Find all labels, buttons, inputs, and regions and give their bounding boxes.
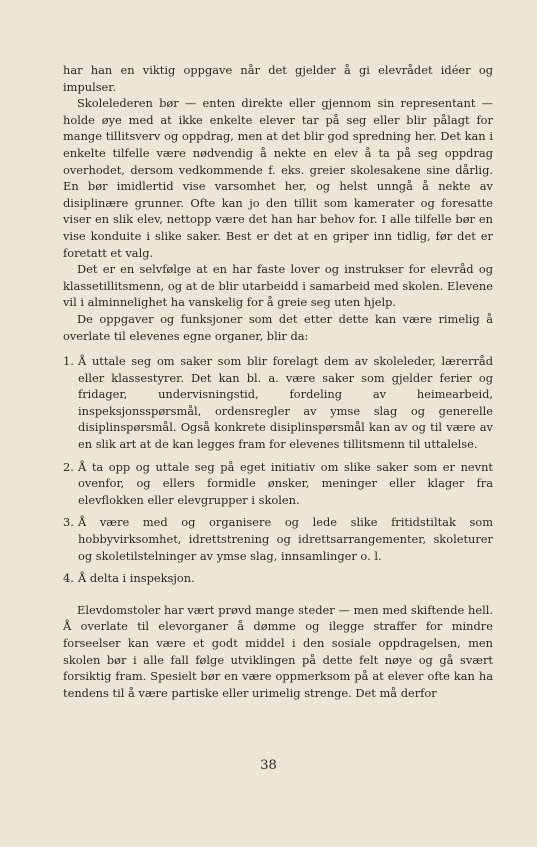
- paragraph-elevdomstoler: Elevdomstoler har vært prøvd mange steder — men med skiftende hell. Å overlate til elevorganer å dømme og ilegge straffer for mindre forseelser kan være et godt middel i den sosiale oppdragelsen, men skolen bør i alle fall følge utviklingen på dette felt nøye og gå svært forsiktig fram. Spesielt bør en være oppmerksom på at elever ofte kan ha tendens til å være partiske eller urimelig strenge. Det må derfor: [63, 602, 493, 700]
- list-item-text: Å ta opp og uttale seg på eget initiativ om slike saker som er nevnt ovenfor, og ellers formidle ønsker, meninger eller klager fra elevflokken eller elevgrupper i skolen.: [78, 459, 493, 507]
- paragraph-skoleleder: Skolelederen bør — enten direkte eller gjennom sin representant — holde øye med at ikke enkelte elever tar på seg eller blir pålagt for mange tillitsverv og oppdrag, men at det blir god spredning her. Det kan i enkelte tilfelle være nødvendig å nekte en elev å ta på seg oppdrag overhodet, dersom vedkommende f. eks. greier skolesakene sine dårlig. En bør imidlertid vise varsomhet her, og helst unngå å nekte av disiplinære grunner. Ofte kan jo den tillit som kamerater og foresatte viser en slik elev, nettopp være det han har behov for. I alle tilfelle bør en vise konduite i slike saker. Best er det at en griper inn tidlig, før det er foretatt et valg.: [63, 96, 493, 260]
- task-list: [63, 353, 493, 587]
- list-item-number: 2.: [63, 459, 74, 474]
- page-number: 38: [260, 758, 277, 773]
- paragraph-lover: Det er en selvfølge at en har faste lover og instrukser for elevråd og klassetillitsmenn, og at de blir utarbeidd i samarbeid med skolen. Elevene vil i alminnelighet ha vanskelig for å greie seg uten hjelp.: [63, 262, 493, 310]
- list-item: [63, 514, 493, 564]
- list-item-number: 4.: [63, 571, 74, 586]
- list-item-text: Å være med og organisere og lede slike fritidstiltak som hobbyvirksomhet, idrettstrening og idrettsarrangementer, skoleturer og skoletilstelninger av ymse slag, innsamlinger o. l.: [78, 515, 493, 563]
- paragraph-oppgaver: De oppgaver og funksjoner som det etter dette kan være rimelig å overlate til elevenes egne organer, blir da:: [63, 311, 493, 343]
- list-item: [63, 570, 493, 587]
- list-item-number: 1.: [63, 354, 74, 369]
- list-item: [63, 459, 493, 509]
- paragraph-continuation: har han en viktig oppgave når det gjelder å gi elevrådet idéer og impulser.: [63, 63, 493, 94]
- list-item: [63, 353, 493, 453]
- list-item-text: Å uttale seg om saker som blir forelagt dem av skoleleder, lærerråd eller klassestyrer. Det kan bl. a. være saker som gjelder ferier og fridager, undervisningstid, fordeling av heimearbeid, inspeksjonsspørsmål, ordensregler av ymse slag og generelle disiplinspørsmål. Også konkrete disiplinspørsmål kan av og til være av en slik art at de kan legges fram for elevenes tillitsmenn til uttalelse.: [78, 354, 493, 452]
- list-item-number: 3.: [63, 515, 74, 530]
- list-item-text: Å delta i inspeksjon.: [78, 571, 195, 586]
